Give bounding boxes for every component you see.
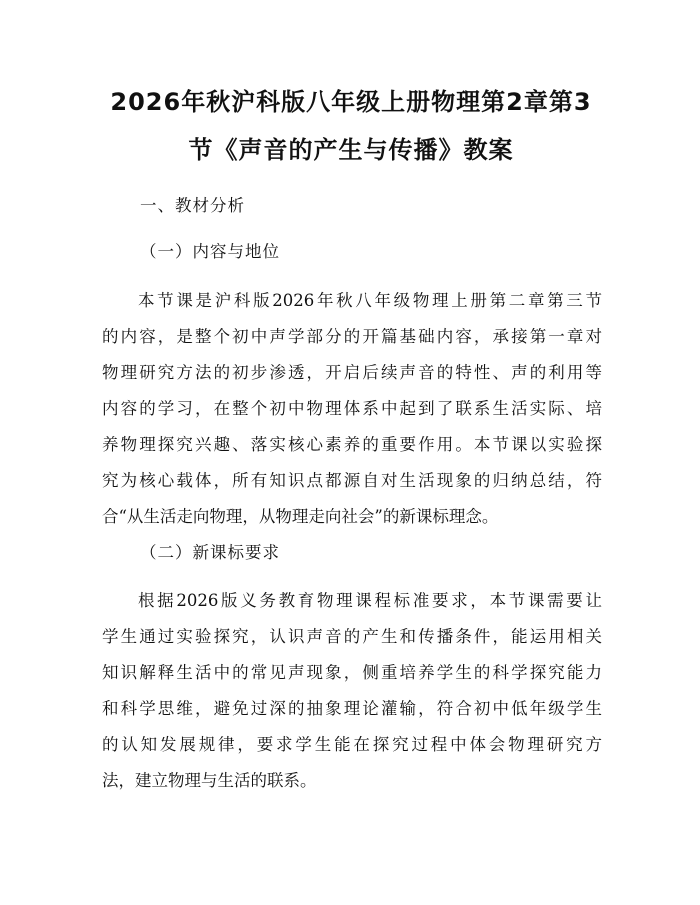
paragraph-line: 养物理探究兴趣、落实核心素养的重要作用。本节课以实验探	[102, 435, 602, 454]
paragraph-content-and-position	[102, 283, 602, 535]
paragraph-line: 物理研究方法的初步渗透，开启后续声音的特性、声的利用等	[102, 363, 602, 382]
section-heading-textbook-analysis: 一、教材分析	[140, 196, 245, 215]
paragraph-curriculum-requirements	[102, 583, 602, 799]
paragraph-line: 内容的学习，在整个初中物理体系中起到了联系生活实际、培	[102, 399, 602, 418]
paragraph-line: 知识解释生活中的常见声现象，侧重培养学生的科学探究能力	[102, 663, 602, 682]
subsection-heading-curriculum-requirements: （二）新课标要求	[140, 543, 280, 562]
paragraph-line: 本节课是沪科版2026年秋八年级物理上册第二章第三节	[138, 291, 602, 310]
paragraph-line: 合“从生活走向物理，从物理走向社会”的新课标理念。	[102, 507, 499, 526]
paragraph-line: 的内容，是整个初中声学部分的开篇基础内容，承接第一章对	[102, 327, 602, 346]
document-title-line-2: 节《声音的产生与传播》教案	[188, 136, 514, 164]
document-title-line-1: 2026年秋沪科版八年级上册物理第2章第3	[110, 88, 592, 116]
paragraph-line: 法，建立物理与生活的联系。	[102, 771, 317, 790]
paragraph-line: 和科学思维，避免过深的抽象理论灌输，符合初中低年级学生	[102, 699, 602, 718]
paragraph-line: 根据2026版义务教育物理课程标准要求，本节课需要让	[138, 591, 602, 610]
paragraph-line: 学生通过实验探究，认识声音的产生和传播条件，能运用相关	[102, 627, 602, 646]
paragraph-line: 的认知发展规律，要求学生能在探究过程中体会物理研究方	[102, 735, 602, 754]
subsection-heading-content-and-position: （一）内容与地位	[140, 242, 280, 261]
paragraph-line: 究为核心载体，所有知识点都源自对生活现象的归纳总结，符	[102, 471, 602, 490]
